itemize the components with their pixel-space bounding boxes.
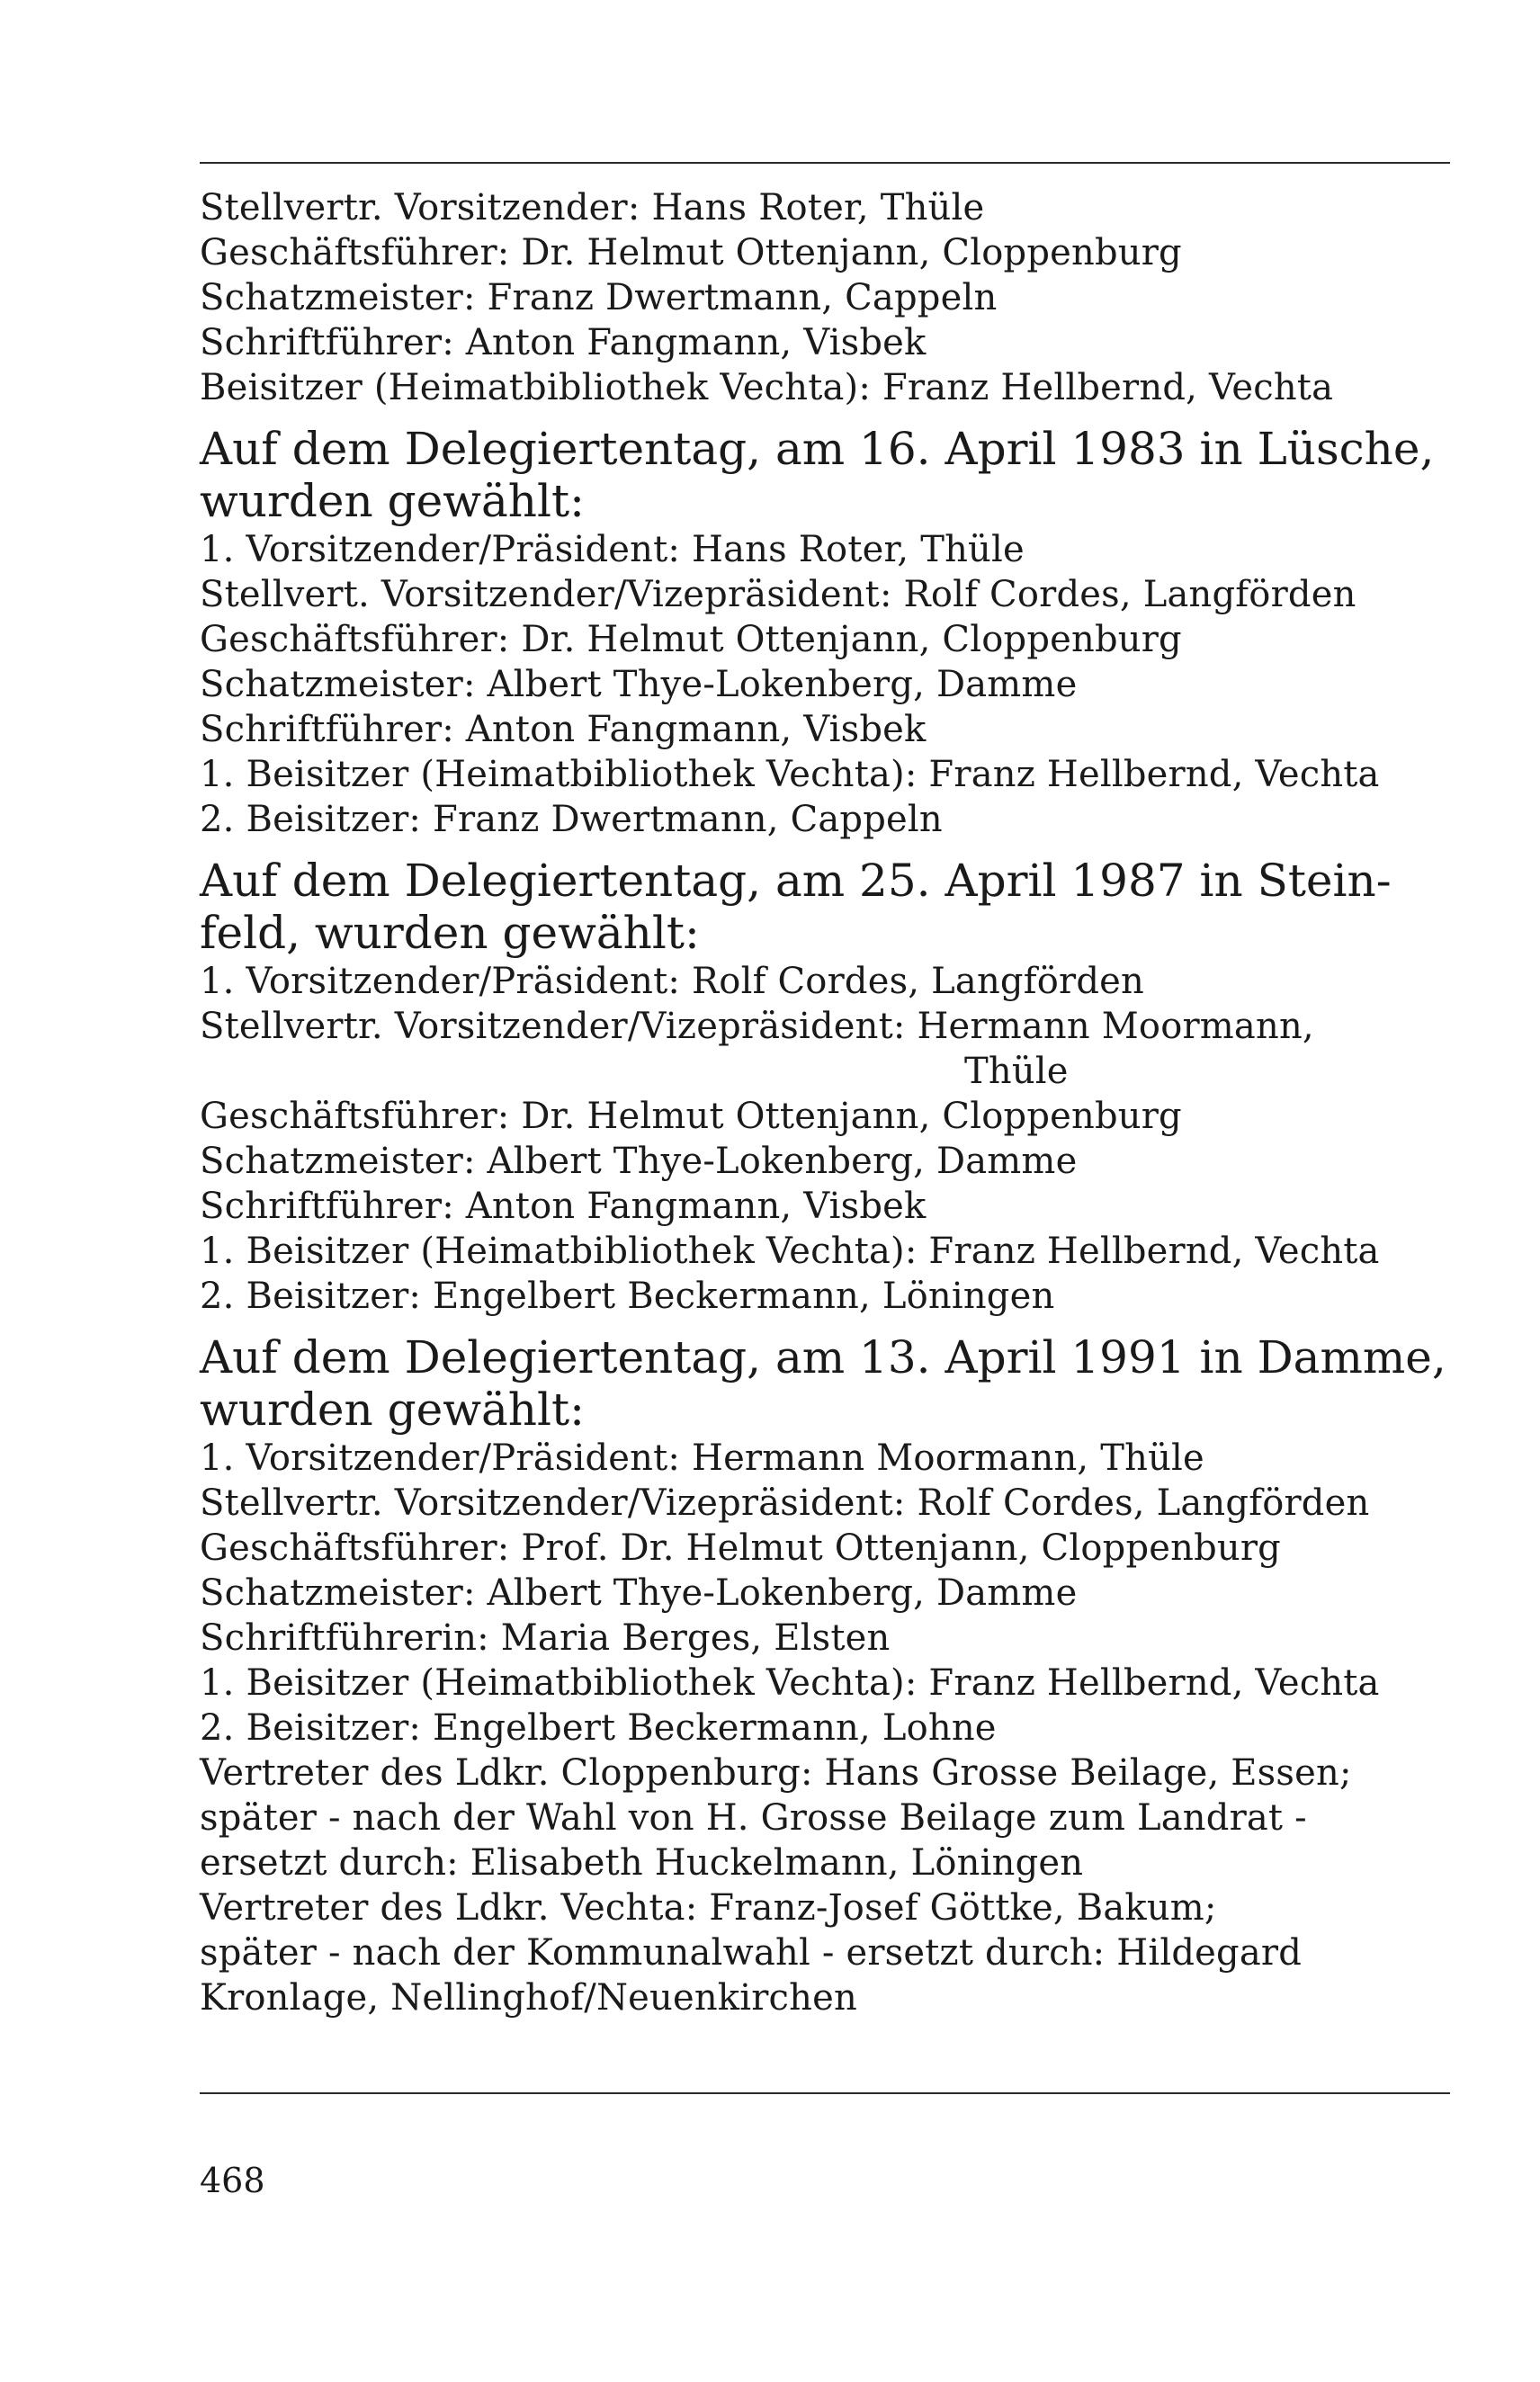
text-line: 2. Beisitzer: Engelbert Beckermann, Löningen	[200, 1276, 1055, 1317]
text-line: Stellvert. Vorsitzender/Vizepräsident: Rolf Cordes, Langförden	[200, 574, 1356, 615]
text-line: 1. Beisitzer (Heimatbibliothek Vechta): Franz Hellbernd, Vechta	[200, 754, 1380, 795]
text-line: Stellvertr. Vorsitzender: Hans Roter, Thüle	[200, 187, 985, 228]
text-line: Stellvertr. Vorsitzender/Vizepräsident: Rolf Cordes, Langförden	[200, 1482, 1370, 1524]
text-line: Schatzmeister: Albert Thye-Lokenberg, Damme	[200, 1141, 1078, 1182]
text-line: später - nach der Wahl von H. Grosse Beilage zum Landrat -	[200, 1797, 1307, 1839]
text-line: Vertreter des Ldkr. Vechta: Franz-Josef Göttke, Bakum;	[200, 1887, 1217, 1929]
text-line: später - nach der Kommunalwahl - ersetzt durch: Hildegard	[200, 1932, 1302, 1974]
text-line: Schatzmeister: Franz Dwertmann, Cappeln	[200, 277, 998, 318]
text-line: 1. Vorsitzender/Präsident: Rolf Cordes, Langförden	[200, 961, 1144, 1002]
text-line: 1. Vorsitzender/Präsident: Hans Roter, Thüle	[200, 529, 1025, 570]
text-line: 2. Beisitzer: Engelbert Beckermann, Lohne	[200, 1707, 997, 1749]
section-heading-cont: wurden gewählt:	[200, 1384, 585, 1436]
text-line: Schriftführer: Anton Fangmann, Visbek	[200, 322, 927, 363]
top-rule	[200, 162, 1450, 164]
text-line: Geschäftsführer: Dr. Helmut Ottenjann, Cloppenburg	[200, 1096, 1182, 1137]
section-1987	[200, 855, 1450, 1319]
text-line: Schriftführer: Anton Fangmann, Visbek	[200, 1186, 927, 1227]
text-line-continuation: Thüle	[964, 1051, 1069, 1092]
section-heading: Auf dem Delegiertentag, am 25. April 1987 in Stein-	[200, 855, 1392, 907]
text-line: Vertreter des Ldkr. Cloppenburg: Hans Grosse Beilage, Essen;	[200, 1752, 1352, 1794]
text-line: Schatzmeister: Albert Thye-Lokenberg, Damme	[200, 664, 1078, 705]
text-line: Schriftführerin: Maria Berges, Elsten	[200, 1617, 891, 1659]
page-body	[200, 162, 1450, 2020]
text-line: Schriftführer: Anton Fangmann, Visbek	[200, 709, 927, 750]
section-1983	[200, 423, 1450, 842]
text-line: 1. Vorsitzender/Präsident: Hermann Moormann, Thüle	[200, 1437, 1204, 1479]
bottom-rule	[200, 2092, 1450, 2094]
section-heading: Auf dem Delegiertentag, am 13. April 1991 in Damme,	[200, 1331, 1446, 1384]
section-heading-cont: feld, wurden gewählt:	[200, 907, 700, 959]
text-line: ersetzt durch: Elisabeth Huckelmann, Löningen	[200, 1842, 1084, 1884]
text-line: Geschäftsführer: Dr. Helmut Ottenjann, Cloppenburg	[200, 232, 1182, 273]
section-heading-cont: wurden gewählt:	[200, 475, 585, 527]
text-line: Schatzmeister: Albert Thye-Lokenberg, Damme	[200, 1572, 1078, 1614]
section-heading: Auf dem Delegiertentag, am 16. April 1983 in Lüsche,	[200, 423, 1435, 475]
page-number: 468	[200, 2161, 265, 2200]
text-line: 2. Beisitzer: Franz Dwertmann, Cappeln	[200, 799, 943, 840]
intro-block	[200, 185, 1450, 410]
text-line: Kronlage, Nellinghof/Neuenkirchen	[200, 1977, 857, 2019]
text-line: Geschäftsführer: Prof. Dr. Helmut Ottenjann, Cloppenburg	[200, 1527, 1281, 1569]
text-line: 1. Beisitzer (Heimatbibliothek Vechta): Franz Hellbernd, Vechta	[200, 1231, 1380, 1272]
text-line: Geschäftsführer: Dr. Helmut Ottenjann, Cloppenburg	[200, 619, 1182, 660]
text-line: Stellvertr. Vorsitzender/Vizepräsident: Hermann Moormann,	[200, 1006, 1314, 1047]
section-1991	[200, 1331, 1450, 2020]
text-line: 1. Beisitzer (Heimatbibliothek Vechta): Franz Hellbernd, Vechta	[200, 1662, 1380, 1704]
text-line: Beisitzer (Heimatbibliothek Vechta): Franz Hellbernd, Vechta	[200, 367, 1334, 408]
